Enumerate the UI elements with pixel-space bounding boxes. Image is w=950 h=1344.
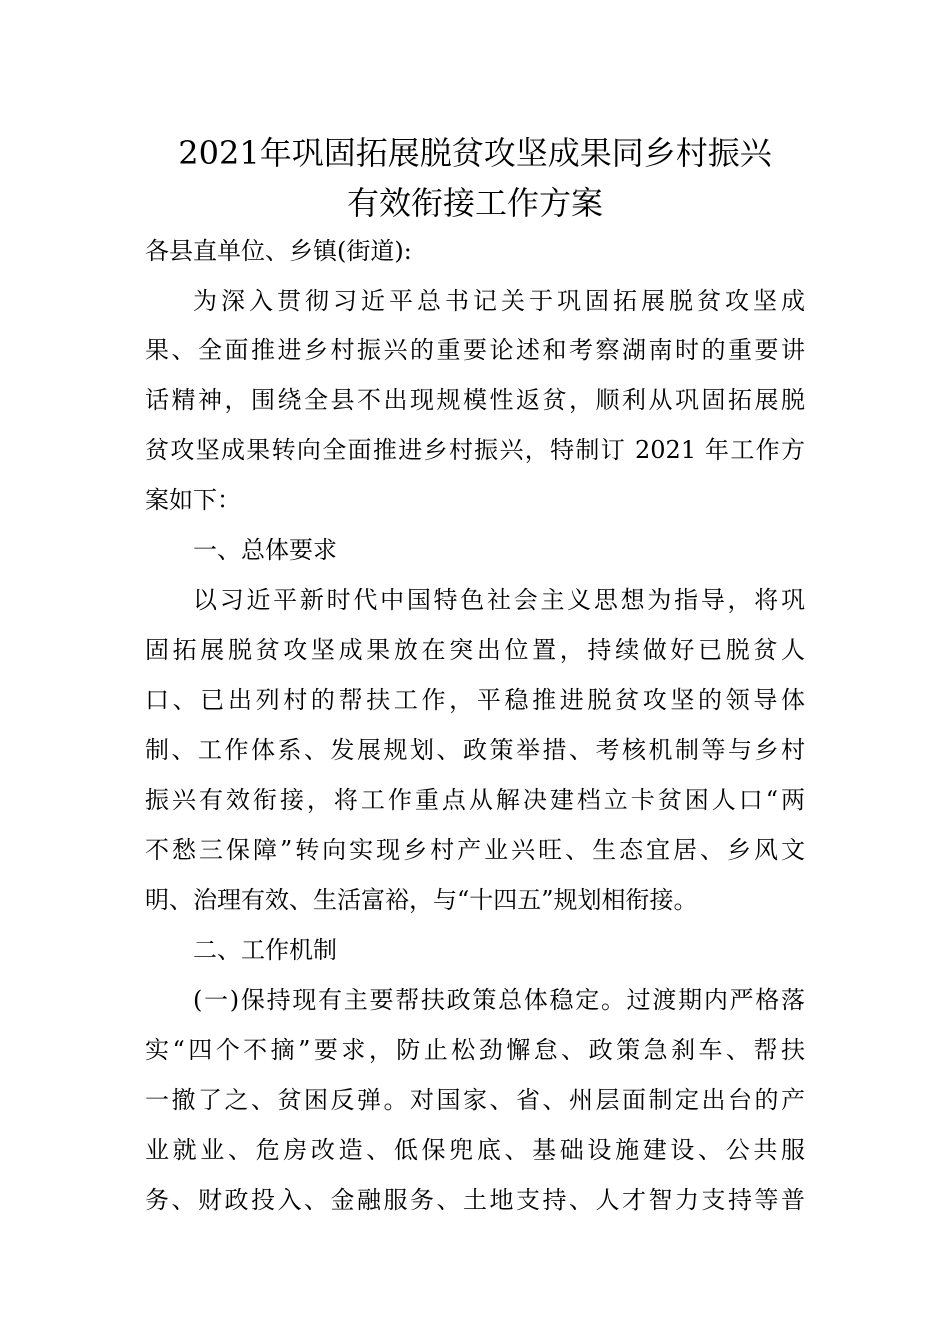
section-1-line-7: 明、治理有效、生活富裕，与“十四五”规划相衔接。 bbox=[145, 886, 698, 914]
section-1-line-5: 振兴有效衔接，将工作重点从解决建档立卡贫困人口“两 bbox=[145, 786, 805, 814]
section-2-line-3: 一撤了之、贫困反弹。对国家、省、州层面制定出台的产 bbox=[145, 1086, 805, 1114]
intro-line-5: 案如下： bbox=[145, 486, 241, 514]
section-1-heading: 一、总体要求 bbox=[193, 536, 337, 564]
addressee-line: 各县直单位、乡镇(街道): bbox=[145, 237, 412, 265]
section-2-line-1: (一)保持现有主要帮扶政策总体稳定。过渡期内严格落 bbox=[193, 986, 805, 1014]
section-2-line-5: 务、财政投入、金融服务、土地支持、人才智力支持等普 bbox=[145, 1186, 805, 1214]
section-1-line-6: 不愁三保障”转向实现乡村产业兴旺、生态宜居、乡风文 bbox=[145, 836, 805, 864]
intro-line-2: 果、全面推进乡村振兴的重要论述和考察湖南时的重要讲 bbox=[145, 336, 805, 364]
section-1-line-3: 口、已出列村的帮扶工作，平稳推进脱贫攻坚的领导体 bbox=[145, 686, 805, 714]
intro-line-1: 为深入贯彻习近平总书记关于巩固拓展脱贫攻坚成 bbox=[193, 287, 805, 315]
intro-line-3: 话精神，围绕全县不出现规模性返贫，顺利从巩固拓展脱 bbox=[145, 386, 805, 414]
intro-line-4: 贫攻坚成果转向全面推进乡村振兴，特制订 2021 年工作方 bbox=[145, 436, 805, 464]
document-title-line-1: 2021年巩固拓展脱贫攻坚成果同乡村振兴 bbox=[178, 134, 772, 172]
section-1-line-2: 固拓展脱贫攻坚成果放在突出位置，持续做好已脱贫人 bbox=[145, 636, 805, 664]
section-2-line-2: 实“四个不摘”要求，防止松劲懈怠、政策急刹车、帮扶 bbox=[145, 1036, 805, 1064]
section-2-line-4: 业就业、危房改造、低保兜底、基础设施建设、公共服 bbox=[145, 1136, 805, 1164]
section-1-line-1: 以习近平新时代中国特色社会主义思想为指导，将巩 bbox=[193, 586, 805, 614]
section-2-heading: 二、工作机制 bbox=[193, 936, 337, 964]
section-1-line-4: 制、工作体系、发展规划、政策举措、考核机制等与乡村 bbox=[145, 736, 805, 764]
document-title-line-2: 有效衔接工作方案 bbox=[346, 184, 603, 222]
